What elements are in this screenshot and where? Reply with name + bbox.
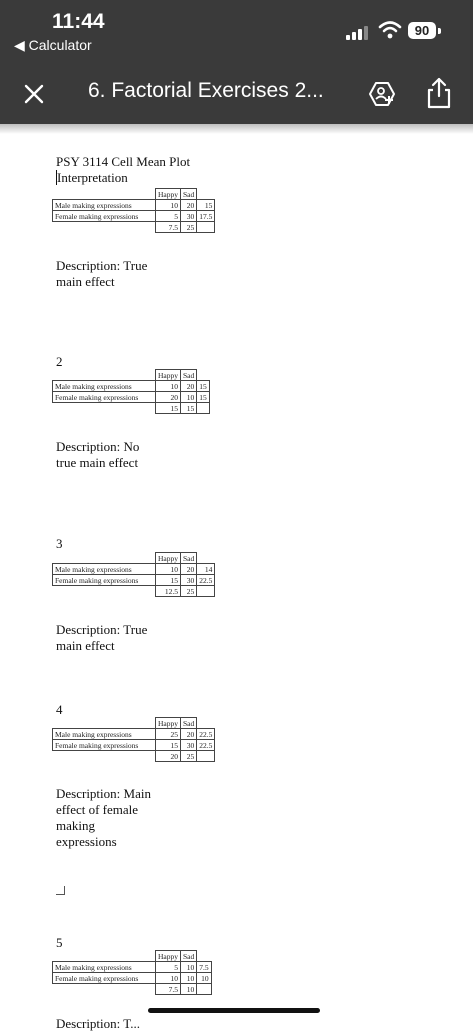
toolbar-shadow bbox=[0, 124, 473, 134]
col-header-sad: Sad bbox=[181, 951, 197, 962]
row-mean: 22.5 bbox=[197, 575, 215, 586]
col-header-happy: Happy bbox=[156, 189, 181, 200]
row-label-male: Male making expressions bbox=[53, 962, 156, 973]
document-heading bbox=[56, 154, 246, 186]
partial-description-text: Description: T... bbox=[56, 1016, 141, 1031]
cell-value: 30 bbox=[181, 211, 197, 222]
col-mean: 7.5 bbox=[156, 222, 181, 233]
status-bar bbox=[0, 0, 473, 62]
cell-value: 10 bbox=[156, 564, 181, 575]
cell-value: 15 bbox=[156, 740, 181, 751]
col-mean: 15 bbox=[156, 403, 181, 414]
col-header-happy: Happy bbox=[156, 951, 181, 962]
cell-value: 10 bbox=[156, 381, 181, 392]
cell-value: 10 bbox=[156, 973, 181, 984]
cell-value: 5 bbox=[156, 962, 181, 973]
col-mean: 25 bbox=[181, 751, 197, 762]
cell-value: 15 bbox=[156, 575, 181, 586]
paragraph-mark bbox=[56, 886, 65, 895]
row-label-male: Male making expressions bbox=[53, 200, 156, 211]
close-icon[interactable] bbox=[18, 78, 50, 110]
row-mean: 22.5 bbox=[197, 740, 215, 751]
row-label-male: Male making expressions bbox=[53, 564, 156, 575]
col-mean: 7.5 bbox=[156, 984, 181, 995]
cell-value: 10 bbox=[181, 392, 197, 403]
cell-means-table-3 bbox=[52, 552, 215, 597]
home-indicator[interactable] bbox=[148, 1008, 320, 1013]
row-mean: 15 bbox=[197, 381, 210, 392]
wifi-icon bbox=[378, 20, 402, 40]
row-mean: 7.5 bbox=[197, 962, 211, 973]
heading-line-1: PSY 3114 Cell Mean Plot bbox=[56, 154, 191, 169]
description-2 bbox=[56, 439, 176, 471]
cell-value: 20 bbox=[181, 564, 197, 575]
cell-value: 20 bbox=[156, 392, 181, 403]
col-header-happy: Happy bbox=[156, 718, 181, 729]
share-icon[interactable] bbox=[424, 76, 454, 110]
description-1 bbox=[56, 258, 176, 290]
description-line: effect of female bbox=[56, 802, 139, 817]
cell-value: 5 bbox=[156, 211, 181, 222]
cell-means-table-1 bbox=[52, 188, 215, 233]
exercise-number-3: 3 bbox=[56, 536, 63, 551]
cell-value: 30 bbox=[181, 575, 197, 586]
cell-means-table-4 bbox=[52, 717, 215, 762]
row-label-female: Female making expressions bbox=[53, 973, 156, 984]
battery-icon: 90 bbox=[408, 22, 436, 39]
cell-value: 25 bbox=[156, 729, 181, 740]
col-header-sad: Sad bbox=[181, 189, 197, 200]
row-mean: 15 bbox=[197, 392, 210, 403]
cell-value: 10 bbox=[181, 962, 197, 973]
battery-tip bbox=[438, 28, 441, 34]
cell-means-table-2 bbox=[52, 369, 210, 414]
document-page[interactable] bbox=[0, 134, 473, 1024]
cell-means-table-5 bbox=[52, 950, 212, 995]
row-label-female: Female making expressions bbox=[53, 392, 156, 403]
cell-value: 10 bbox=[156, 200, 181, 211]
col-header-sad: Sad bbox=[181, 718, 197, 729]
col-header-sad: Sad bbox=[181, 553, 197, 564]
row-mean: 15 bbox=[197, 200, 215, 211]
row-mean: 10 bbox=[197, 973, 211, 984]
description-line: main effect bbox=[56, 274, 115, 289]
row-label-female: Female making expressions bbox=[53, 575, 156, 586]
exercise-number-5: 5 bbox=[56, 935, 63, 950]
description-3 bbox=[56, 622, 176, 654]
description-line: expressions bbox=[56, 834, 117, 849]
col-mean: 20 bbox=[156, 751, 181, 762]
description-line: main effect bbox=[56, 638, 115, 653]
cell-value: 20 bbox=[181, 200, 197, 211]
document-title: 6. Factorial Exercises 2... bbox=[88, 79, 324, 102]
exercise-number-2: 2 bbox=[56, 354, 63, 369]
col-mean: 10 bbox=[181, 984, 197, 995]
exercise-number-4: 4 bbox=[56, 702, 63, 717]
document-toolbar bbox=[0, 62, 473, 124]
row-label-male: Male making expressions bbox=[53, 729, 156, 740]
status-time: 11:44 bbox=[52, 10, 105, 33]
row-label-female: Female making expressions bbox=[53, 211, 156, 222]
add-people-icon[interactable] bbox=[366, 77, 398, 109]
col-mean: 25 bbox=[181, 222, 197, 233]
cell-value: 20 bbox=[181, 729, 197, 740]
description-line: Description: No bbox=[56, 439, 140, 454]
col-header-sad: Sad bbox=[181, 370, 197, 381]
signal-icon bbox=[346, 24, 372, 40]
cell-value: 30 bbox=[181, 740, 197, 751]
back-to-app-link[interactable]: ◀ Calculator bbox=[14, 37, 92, 53]
row-mean: 17.5 bbox=[197, 211, 215, 222]
cell-value: 20 bbox=[181, 381, 197, 392]
description-line: making bbox=[56, 818, 95, 833]
heading-line-2: Interpretation bbox=[57, 170, 128, 185]
row-mean: 14 bbox=[197, 564, 215, 575]
row-label-female: Female making expressions bbox=[53, 740, 156, 751]
description-line: true main effect bbox=[56, 455, 139, 470]
col-mean: 25 bbox=[181, 586, 197, 597]
col-mean: 12.5 bbox=[156, 586, 181, 597]
description-line: Description: True bbox=[56, 622, 148, 637]
description-line: Description: Main bbox=[56, 786, 151, 801]
back-app-label: Calculator bbox=[28, 37, 92, 53]
description-line: Description: True bbox=[56, 258, 148, 273]
col-mean: 15 bbox=[181, 403, 197, 414]
row-mean: 22.5 bbox=[197, 729, 215, 740]
col-header-happy: Happy bbox=[156, 370, 181, 381]
row-label-male: Male making expressions bbox=[53, 381, 156, 392]
description-4 bbox=[56, 786, 176, 850]
cell-value: 10 bbox=[181, 973, 197, 984]
col-header-happy: Happy bbox=[156, 553, 181, 564]
